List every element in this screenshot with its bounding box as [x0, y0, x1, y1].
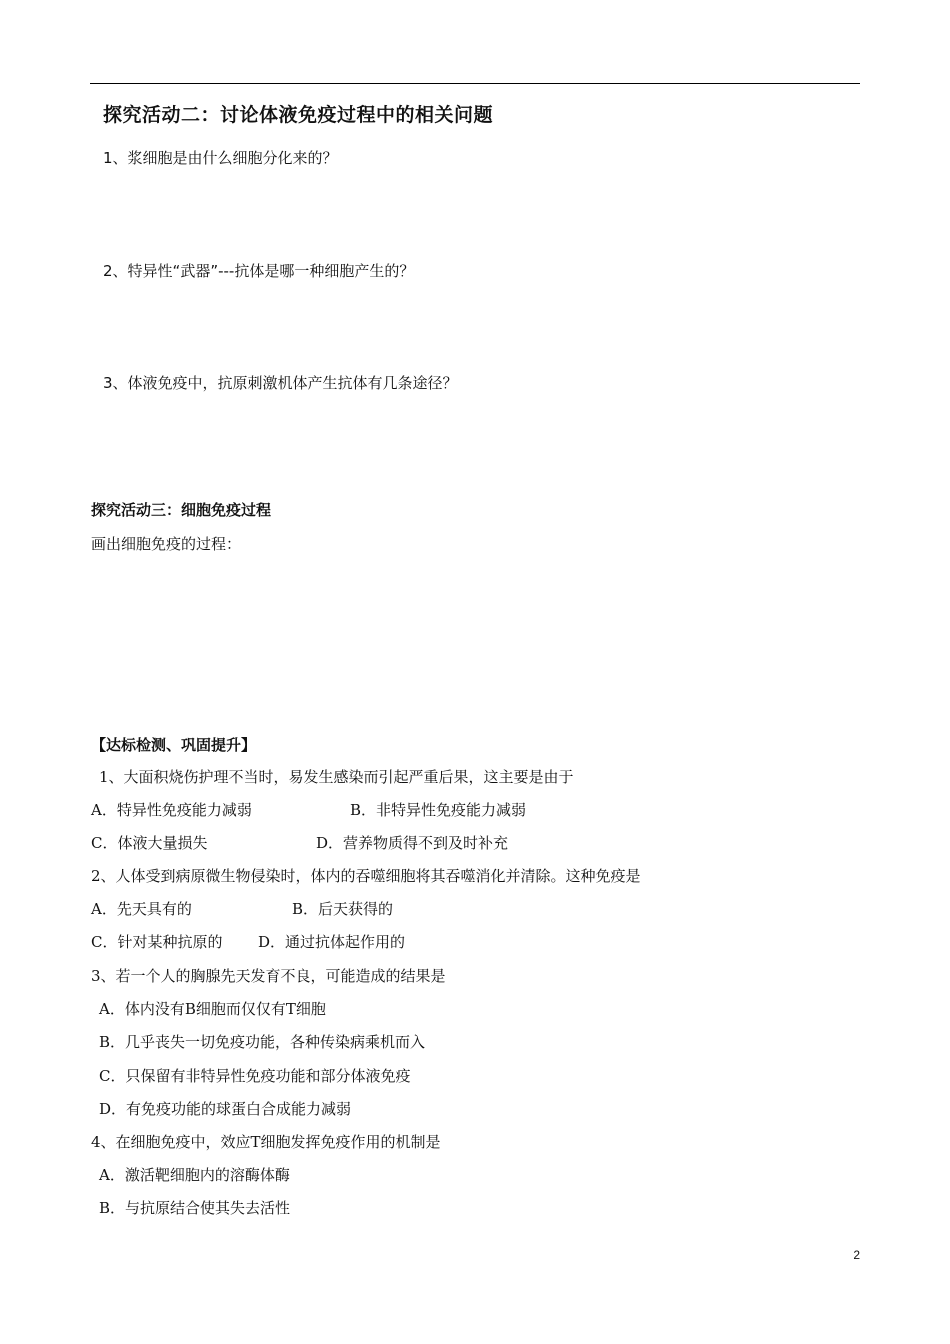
q2-option-d: D．通过抗体起作用的 — [258, 933, 406, 951]
q4-option-a: A．激活靶细胞内的溶酶体酶 — [99, 1166, 290, 1184]
q1-option-a: A．特异性免疫能力减弱 — [91, 801, 252, 819]
q1-stem: 1、大面积烧伤护理不当时，易发生感染而引起严重后果，这主要是由于 — [99, 768, 574, 786]
section2-question-3: 3、体液免疫中，抗原刺激机体产生抗体有几条途径？ — [103, 374, 458, 392]
page-number: 2 — [853, 1248, 860, 1262]
q2-stem: 2、人体受到病原微生物侵染时，体内的吞噬细胞将其吞噬消化并清除。这种免疫是 — [91, 867, 641, 885]
section2-question-1: 1、浆细胞是由什么细胞分化来的？ — [103, 149, 338, 167]
section3-prompt: 画出细胞免疫的过程： — [91, 535, 242, 553]
q3-option-d: D．有免疫功能的球蛋白合成能力减弱 — [99, 1100, 352, 1118]
q1-option-d: D．营养物质得不到及时补充 — [316, 834, 509, 852]
q2-option-c: C．针对某种抗原的 — [91, 933, 223, 951]
section2-title: 探究活动二：讨论体液免疫过程中的相关问题 — [103, 104, 494, 126]
q2-option-b: B．后天获得的 — [292, 900, 394, 918]
q4-option-b: B．与抗原结合使其失去活性 — [99, 1199, 291, 1217]
q1-option-b: B．非特异性免疫能力减弱 — [350, 801, 527, 819]
q3-stem: 3、若一个人的胸腺先天发育不良，可能造成的结果是 — [91, 967, 446, 985]
q3-option-b: B．几乎丧失一切免疫功能，各种传染病乘机而入 — [99, 1033, 426, 1051]
header-rule — [90, 83, 860, 84]
q1-option-c: C．体液大量损失 — [91, 834, 208, 852]
q4-stem: 4、在细胞免疫中，效应T细胞发挥免疫作用的机制是 — [91, 1133, 441, 1151]
q3-option-c: C．只保留有非特异性免疫功能和部分体液免疫 — [99, 1067, 411, 1085]
q2-option-a: A．先天具有的 — [91, 900, 192, 918]
q3-option-a: A．体内没有B细胞而仅仅有T细胞 — [99, 1000, 326, 1018]
section2-question-2: 2、特异性“武器”---抗体是哪一种细胞产生的？ — [103, 262, 415, 280]
section3-title: 探究活动三：细胞免疫过程 — [91, 501, 272, 519]
test-title: 【达标检测、巩固提升】 — [91, 736, 257, 754]
